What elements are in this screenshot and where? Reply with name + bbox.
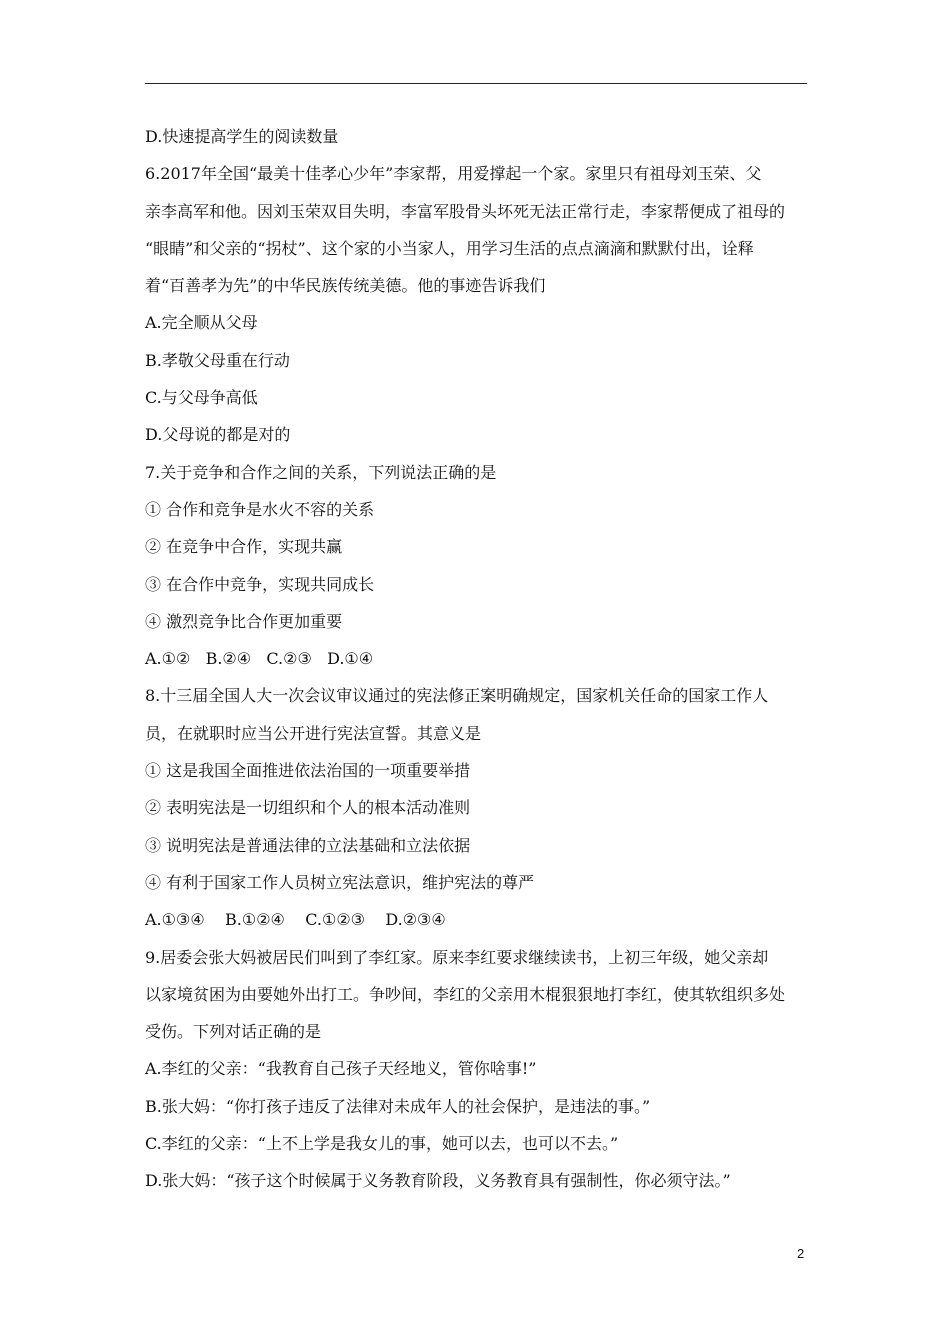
- q9-option-b: B.张大妈：“你打孩子违反了法律对未成年人的社会保护，是违法的事。”: [145, 1096, 651, 1116]
- q8-stem-line: 8.十三届全国人大一次会议审议通过的宪法修正案明确规定，国家机关任命的国家工作人: [145, 686, 769, 706]
- q6-stem-line: 6.2017年全国“最美十佳孝心少年”李家帮，用爱撑起一个家。家里只有祖母刘玉荣、父: [145, 164, 762, 184]
- q8-options: A.①③④ B.①②④ C.①②③ D.②③④: [145, 910, 446, 930]
- q9-option-c: C.李红的父亲：“上不上学是我女儿的事，她可以去，也可以不去。”: [145, 1134, 619, 1154]
- q9-option-d: D.张大妈：“孩子这个时候属于义务教育阶段，义务教育具有强制性，你必须守法。”: [145, 1171, 731, 1191]
- q6-option-b: B.孝敬父母重在行动: [145, 350, 290, 370]
- q8-item: ① 这是我国全面推进依法治国的一项重要举措: [145, 761, 471, 781]
- q7-options: A.①② B.②④ C.②③ D.①④: [145, 649, 374, 669]
- q6-stem-line: “眼睛”和父亲的“拐杖”、这个家的小当家人，用学习生活的点点滴滴和默默付出，诠释: [145, 238, 754, 258]
- q8-item: ④ 有利于国家工作人员树立宪法意识，维护宪法的尊严: [145, 872, 535, 892]
- q5-option-d: D.快速提高学生的阅读数量: [145, 127, 339, 146]
- q9-stem-line: 9.居委会张大妈被居民们叫到了李红家。原来李红要求继续读书，上初三年级，她父亲却: [145, 947, 769, 967]
- q6-stem-line: 着“百善孝为先”的中华民族传统美德。他的事迹告诉我们: [145, 276, 546, 296]
- page-number: 2: [797, 1246, 805, 1261]
- q6-option-c: C.与父母争高低: [145, 388, 258, 408]
- q7-item: ① 合作和竞争是水火不容的关系: [145, 499, 375, 519]
- q9-stem-line: 以家境贫困为由要她外出打工。争吵间，李红的父亲用木棍狠狠地打李红，使其软组织多处: [145, 984, 786, 1004]
- q6-stem-line: 亲李高军和他。因刘玉荣双目失明，李富军股骨头坏死无法正常行走，李家帮便成了祖母的: [145, 201, 786, 221]
- q7-item: ② 在竞争中合作，实现共赢: [145, 537, 343, 557]
- page-content: [145, 118, 810, 1200]
- q6-option-d: D.父母说的都是对的: [145, 425, 291, 445]
- q8-item: ② 表明宪法是一切组织和个人的根本活动准则: [145, 798, 471, 818]
- q7-item: ④ 激烈竞争比合作更加重要: [145, 611, 343, 631]
- q8-item: ③ 说明宪法是普通法律的立法基础和立法依据: [145, 835, 471, 855]
- q7-item: ③ 在合作中竞争，实现共同成长: [145, 574, 375, 594]
- q8-stem-line: 员，在就职时应当公开进行宪法宣誓。其意义是: [145, 723, 482, 743]
- q6-option-a: A.完全顺从父母: [145, 313, 258, 333]
- header-rule: [145, 83, 807, 84]
- q9-option-a: A.李红的父亲：“我教育自己孩子天经地义，管你啥事!”: [145, 1059, 537, 1079]
- q7-stem: 7.关于竞争和合作之间的关系，下列说法正确的是: [145, 462, 497, 482]
- q9-stem-line: 受伤。下列对话正确的是: [145, 1022, 322, 1042]
